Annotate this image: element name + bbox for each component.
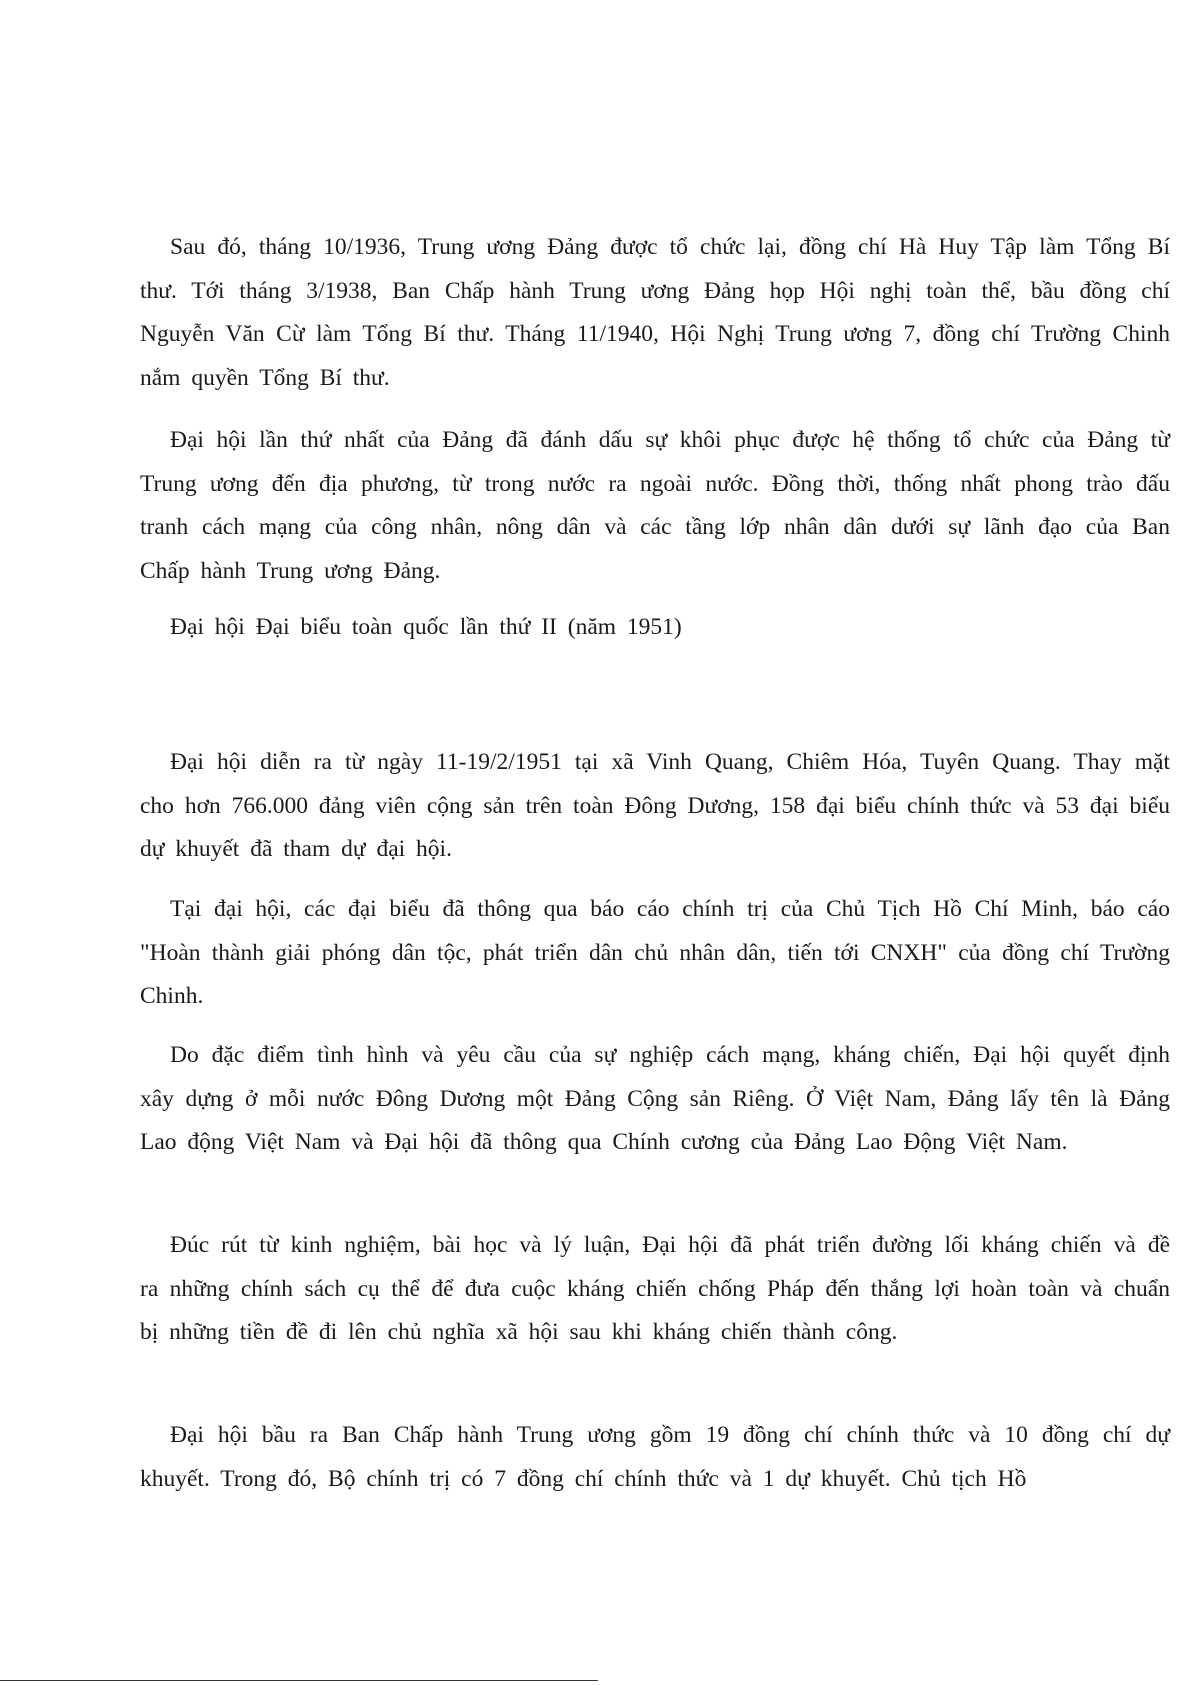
- footnote-divider: [0, 1680, 598, 1681]
- paragraph-party-per-country: Do đặc điểm tình hình và yêu cầu của sự nghiệp cách mạng, kháng chiến, Đại hội quyết định xây dựng ở mỗi nước Đông Dương một Đảng Cộng sản Riêng. Ở Việt Nam, Đảng lấy tên là Đảng Lao động Việt Nam và Đại hội đã thông qua Chính cương của Đảng Lao Động Việt Nam.: [140, 1042, 1170, 1155]
- paragraph-resistance-line: Đúc rút từ kinh nghiệm, bài học và lý luận, Đại hội đã phát triển đường lối kháng chiến và đề ra những chính sách cụ thể để đưa cuộc kháng chiến chống Pháp đến thắng lợi hoàn toàn và chuẩn bị những tiền đề đi lên chủ nghĩa xã hội sau khi kháng chiến thành công.: [140, 1232, 1170, 1345]
- paragraph-political-report: Tại đại hội, các đại biểu đã thông qua báo cáo chính trị của Chủ Tịch Hồ Chí Minh, báo cáo "Hoàn thành giải phóng dân tộc, phát triển dân chủ nhân dân, tiến tới CNXH" của đồng chí Trường Chinh.: [140, 896, 1170, 1009]
- paragraph-second-congress-venue: Đại hội diễn ra từ ngày 11-19/2/1951 tại xã Vinh Quang, Chiêm Hóa, Tuyên Quang. Thay mặt cho hơn 766.000 đảng viên cộng sản trên toàn Đông Dương, 158 đại biểu chính thức và 53 đại biểu dự khuyết đã tham dự đại hội.: [140, 749, 1170, 862]
- section-heading-second-congress: Đại hội Đại biểu toàn quốc lần thứ II (năm 1951): [170, 614, 682, 640]
- paragraph-central-committee-election: Đại hội bầu ra Ban Chấp hành Trung ương gồm 19 đồng chí chính thức và 10 đồng chí dự khuyết. Trong đó, Bộ chính trị có 7 đồng chí chính thức và 1 dự khuyết. Chủ tịch Hồ: [140, 1422, 1170, 1492]
- paragraph-party-reorganization-1936: Sau đó, tháng 10/1936, Trung ương Đảng được tổ chức lại, đồng chí Hà Huy Tập làm Tổng Bí thư. Tới tháng 3/1938, Ban Chấp hành Trung ương Đảng họp Hội nghị toàn thể, bầu đồng chí Nguyễn Văn Cừ làm Tổng Bí thư. Tháng 11/1940, Hội Nghị Trung ương 7, đồng chí Trường Chinh nắm quyền Tổng Bí thư.: [140, 234, 1170, 391]
- paragraph-first-congress-significance: Đại hội lần thứ nhất của Đảng đã đánh dấu sự khôi phục được hệ thống tổ chức của Đảng từ Trung ương đến địa phương, từ trong nước ra ngoài nước. Đồng thời, thống nhất phong trào đấu tranh cách mạng của công nhân, nông dân và các tầng lớp nhân dân dưới sự lãnh đạo của Ban Chấp hành Trung ương Đảng.: [140, 427, 1170, 584]
